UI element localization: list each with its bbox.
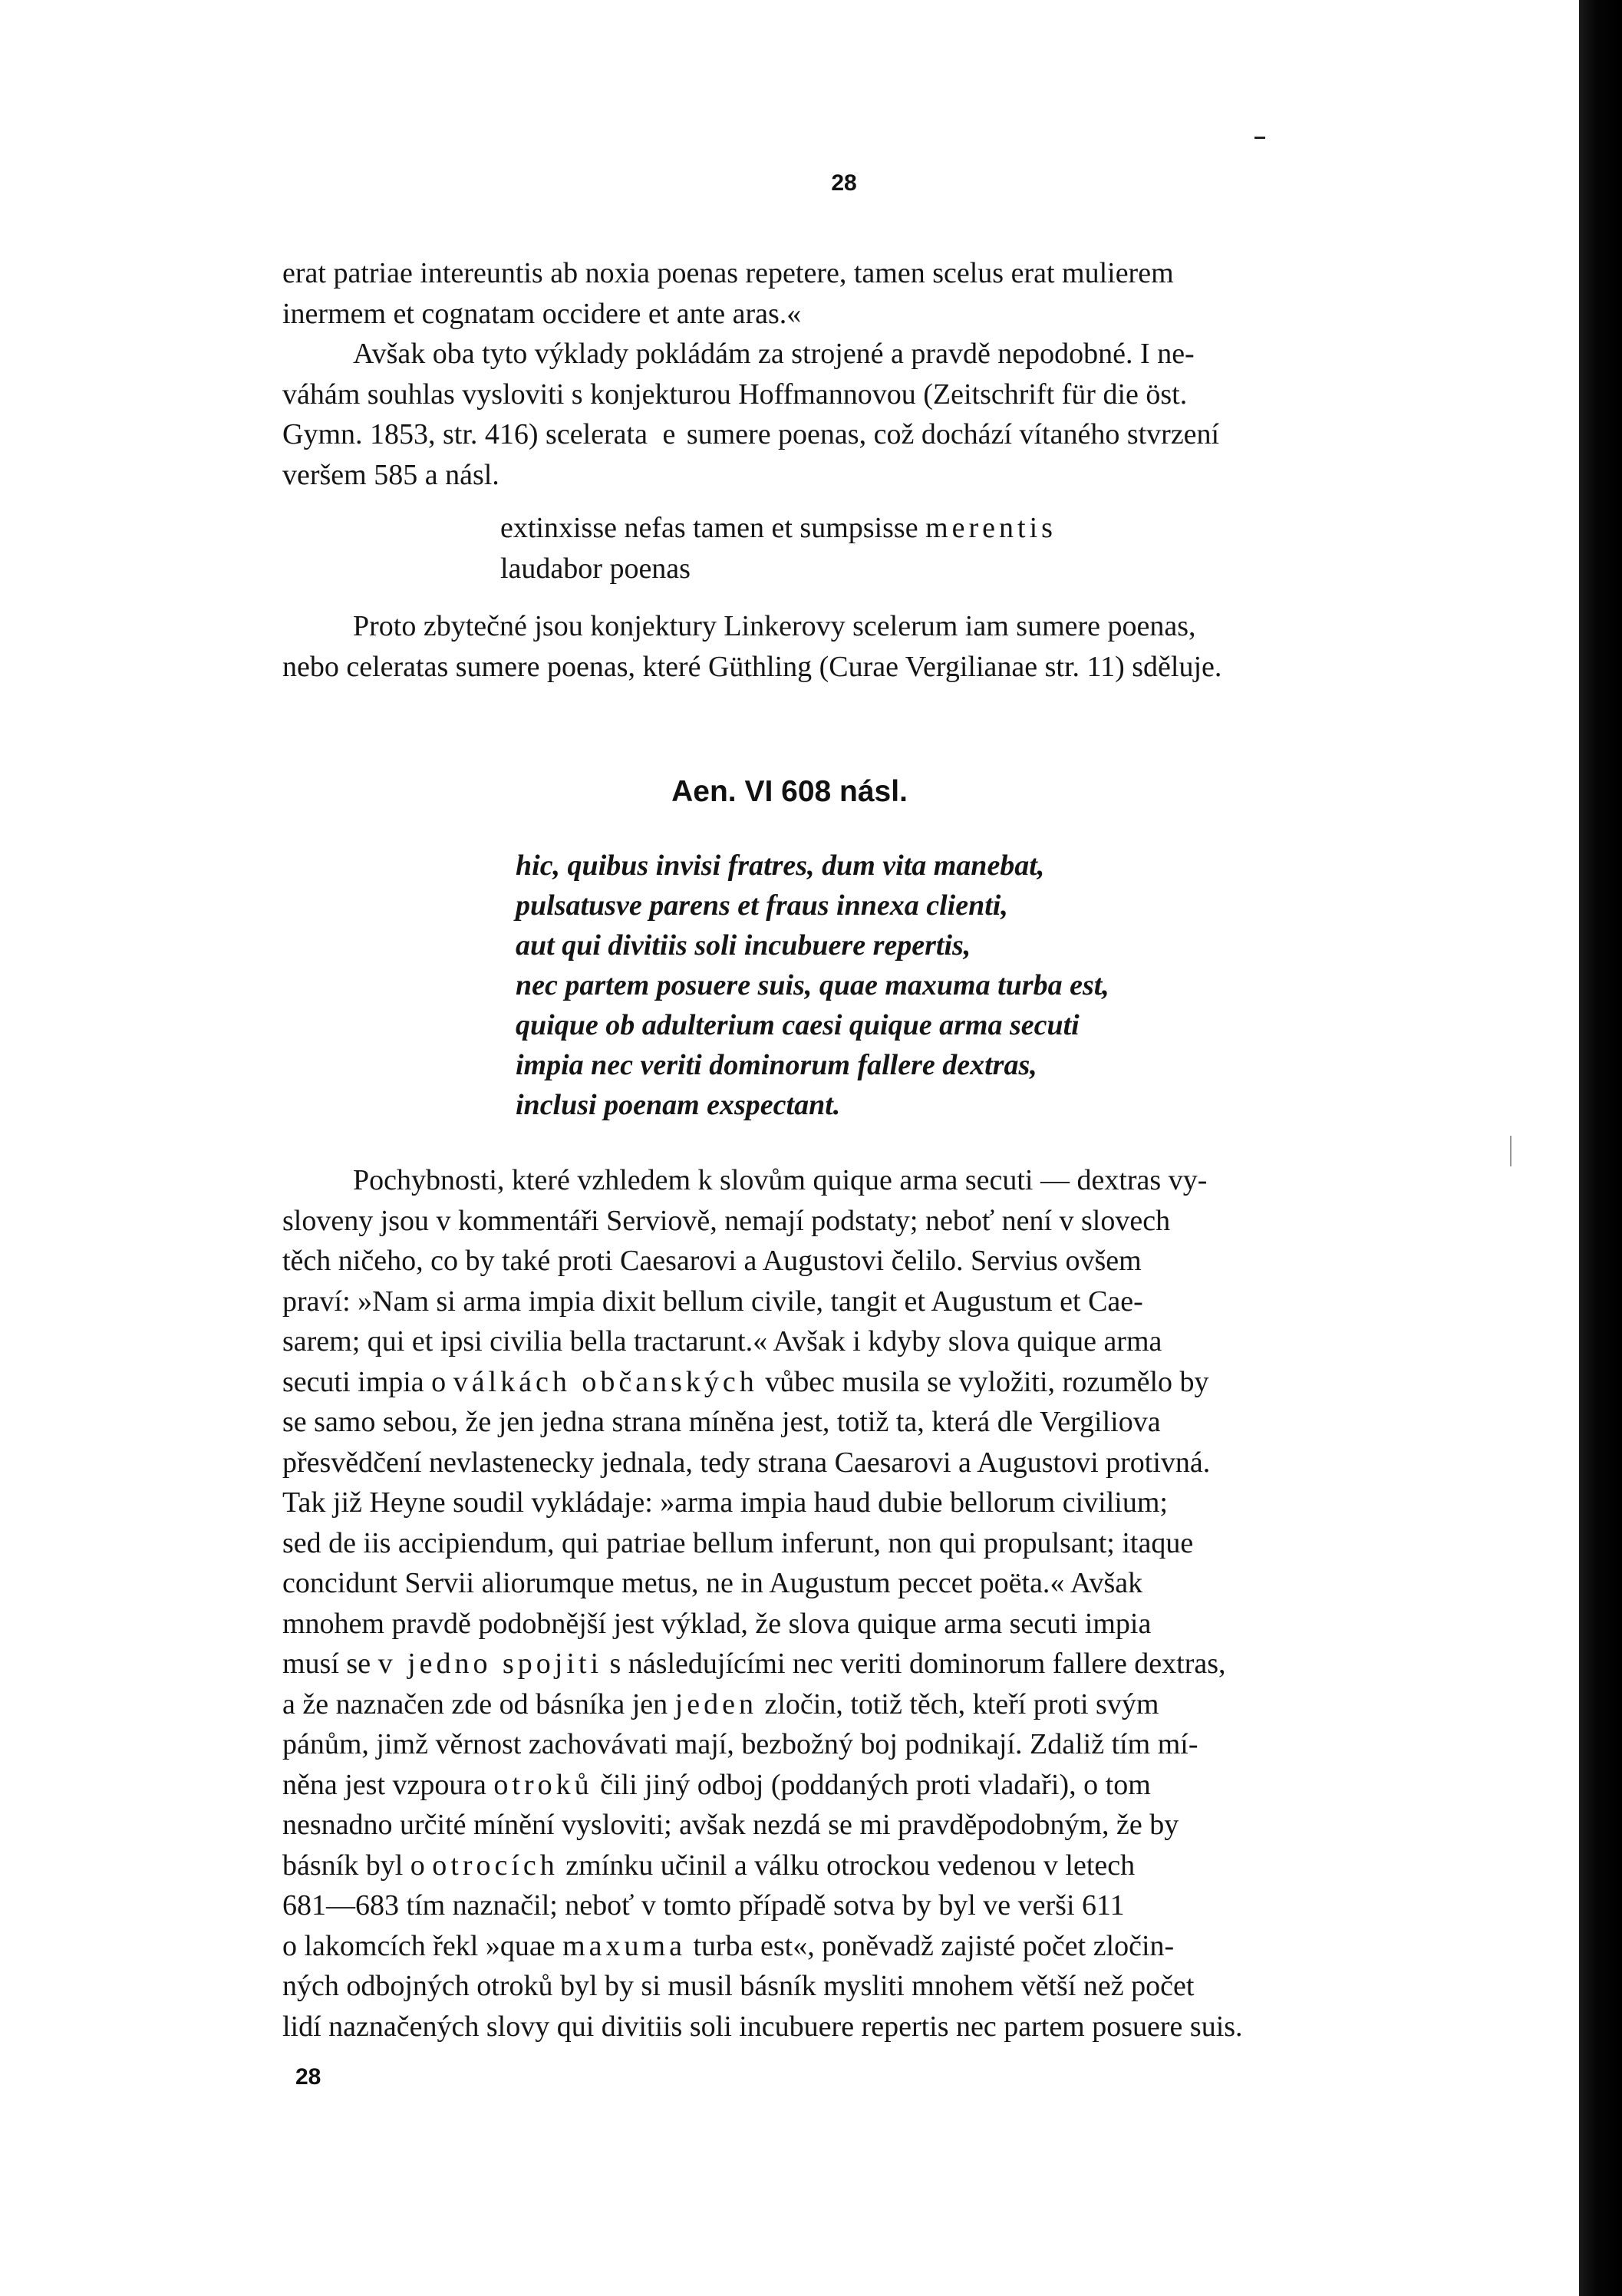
quoted-verse [500, 508, 1421, 589]
spaced-text: jeden [674, 1687, 757, 1720]
text-line: sarem; qui et ipsi civilia bella tractarunt.« Avšak i kdyby slova quique arma [282, 1325, 1162, 1357]
text-line: turba est«, poněvadž zajisté počet zločin- [685, 1929, 1175, 1962]
text-line: 681—683 tím naznačil; neboť v tomto případě sotva by byl ve verši 611 [282, 1889, 1125, 1922]
quote-line: laudabor poenas [500, 552, 691, 585]
text-line: mnohem pravdě podobnější jest výklad, že slova quique arma secuti impia [282, 1607, 1152, 1640]
spaced-text: maxuma [562, 1929, 686, 1962]
page-number-bottom: 28 [295, 2064, 321, 2090]
text-line: Gymn. 1853, str. 416) scelerat [282, 418, 635, 450]
text-line: těch ničeho, co by také proti Caesarovi a Augustovi čelilo. Servius ovšem [282, 1245, 1142, 1277]
text-line: inermem et cognatam occidere et ante aras.« [282, 297, 802, 330]
spaced-text: otrocích [432, 1849, 559, 1882]
text-line: praví: »Nam si arma impia dixit bellum civile, tangit et Augustum et Cae- [282, 1285, 1143, 1318]
text-line: musí se [282, 1648, 378, 1680]
verse-line: aut qui divitiis soli incubuere repertis, [516, 929, 971, 962]
paragraph-pochybnosti [282, 1160, 1410, 2047]
scan-line [1510, 1136, 1512, 1166]
verse-line: pulsatusve parens et fraus innexa clienti, [516, 889, 1008, 922]
text-line: básník byl o [282, 1849, 433, 1882]
text-line: veršem 585 a násl. [282, 458, 499, 491]
spaced-text: a e [635, 418, 680, 450]
latin-verse-block [516, 846, 1436, 1125]
verse-line: inclusi poenam exspectant. [516, 1089, 841, 1121]
text-line: se samo sebou, že jen jedna strana míněna jest, totiž ta, která dle Vergiliova [282, 1406, 1161, 1438]
verse-line: impia nec veriti dominorum fallere dextras, [516, 1049, 1037, 1081]
scan-edge-shadow [1579, 0, 1622, 2296]
text-line: přesvědčení nevlastenecky jednala, tedy strana Caesarovi a Augustovi protivná. [282, 1446, 1211, 1479]
text-line: ných odbojných otroků byl by si musil básník mysliti mnohem větší než počet [282, 1970, 1195, 2002]
text-line: erat patriae intereuntis ab noxia poenas repetere, tamen scelus erat mulierem [282, 257, 1174, 289]
spaced-text: merentis [925, 512, 1057, 544]
text-line: sumere poenas, což dochází vítaného stvrzení [679, 418, 1220, 450]
page-number-top: 28 [831, 170, 857, 196]
text-line: Proto zbytečné jsou konjektury Linkerovy scelerum iam sumere poenas, [353, 610, 1196, 642]
spaced-text: válkách občanských [453, 1365, 758, 1398]
verse-line: hic, quibus invisi fratres, dum vita manebat, [516, 849, 1045, 882]
text-line: nebo celeratas sumere poenas, které Güthling (Curae Vergilianae str. 11) sděluje. [282, 650, 1222, 683]
text-line: nesnadno určité mínění vysloviti; avšak nezdá se mi pravděpodobným, že by [282, 1809, 1179, 1841]
spaced-text: v jedno spojiti [377, 1648, 603, 1680]
text-line: a že naznačen zde od básníka jen [282, 1687, 675, 1720]
scan-speck [1254, 137, 1265, 139]
spaced-text: otroků [493, 1768, 593, 1801]
verse-line: nec partem posuere suis, quae maxuma turba est, [516, 969, 1109, 1001]
section-heading: Aen. VI 608 násl. [671, 775, 908, 808]
paragraph-conjectures [282, 606, 1410, 687]
text-line: sed de iis accipiendum, qui patriae bellum inferunt, non qui propulsant; itaque [282, 1526, 1194, 1559]
text-line: zmínku učinil a válku otrockou vedenou v letech [558, 1849, 1136, 1882]
text-line: Avšak oba tyto výklady pokládám za strojené a pravdě nepodobné. I ne- [353, 338, 1195, 370]
text-line: secuti impia o [282, 1365, 453, 1398]
text-line: pánům, jimž věrnost zachovávati mají, bezbožný boj podnikají. Zdaliž tím mí- [282, 1728, 1198, 1760]
text-line: zločin, totiž těch, kteří proti svým [757, 1687, 1159, 1720]
text-line: váhám souhlas vysloviti s konjekturou Hoffmannovou (Zeitschrift für die öst. [282, 378, 1188, 411]
verse-line: quique ob adulterium caesi quique arma secuti [516, 1009, 1080, 1041]
text-line: s následujícími nec veriti dominorum fallere dextras, [602, 1648, 1226, 1680]
text-line: lidí naznačených slovy qui divitiis soli incubuere repertis nec partem posuere suis. [282, 2010, 1243, 2043]
text-line: sloveny jsou v kommentáři Serviově, nemají podstaty; neboť není v slovech [282, 1204, 1171, 1237]
paragraph-hoffmann [282, 334, 1410, 495]
text-line: Pochybnosti, které vzhledem k slovům quique arma secuti — dextras vy- [353, 1164, 1208, 1196]
text-line: o lakomcích řekl »quae [282, 1929, 563, 1962]
paragraph-continuation [282, 253, 1410, 334]
quote-line: extinxisse nefas tamen et sumpsisse [500, 512, 926, 544]
text-line: čili jiný odboj (poddaných proti vladaři), o tom [592, 1768, 1151, 1801]
text-line: Tak již Heyne soudil vykládaje: »arma impia haud dubie bellorum civilium; [282, 1486, 1168, 1519]
text-line: concidunt Servii aliorumque metus, ne in Augustum peccet poëta.« Avšak [282, 1567, 1143, 1599]
text-line: vůbec musila se vyložiti, rozumělo by [757, 1365, 1209, 1398]
text-line: něna jest vzpoura [282, 1768, 494, 1801]
